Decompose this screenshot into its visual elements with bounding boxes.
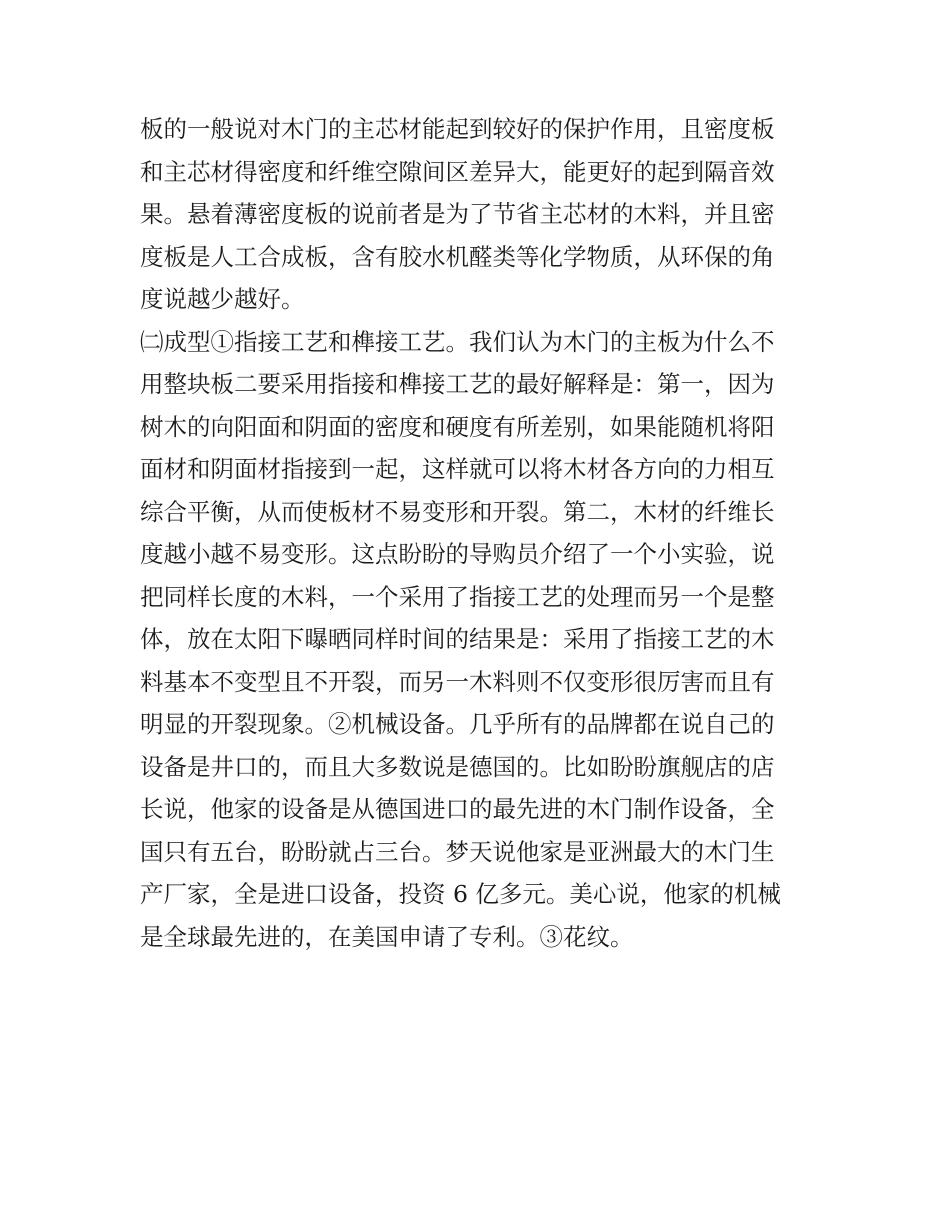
text-line: 度说越少越好。 (140, 285, 305, 313)
text-line: ㈡成型①指接工艺和榫接工艺。我们认为木门的主板为什么不 (140, 327, 775, 356)
text-line: 设备是井口的，而且大多数说是德国的。比如盼盼旗舰店的店 (140, 752, 775, 781)
text-line: 产厂家，全是进口设备，投资 6 亿多元。美心说，他家的机械 (140, 880, 781, 908)
text-line: 度板是人工合成板，含有胶水机醛类等化学物质，从环保的角 (140, 242, 775, 271)
text-line: 料基本不变型且不开裂，而另一木料则不仅变形很厉害而且有 (140, 667, 775, 696)
text-line: 是全球最先进的，在美国申请了专利。③花纹。 (140, 922, 634, 951)
body-text (140, 108, 820, 958)
text-line: 把同样长度的木料，一个采用了指接工艺的处理而另一个是整 (140, 582, 775, 611)
text-line: 面材和阴面材指接到一起，这样就可以将木材各方向的力相互 (140, 455, 775, 483)
text-line: 综合平衡，从而使板材不易变形和开裂。第二，木材的纤维长 (140, 497, 775, 526)
text-line: 明显的开裂现象。②机械设备。几乎所有的品牌都在说自己的 (140, 710, 775, 738)
text-line: 用整块板二要采用指接和榫接工艺的最好解释是：第一，因为 (140, 370, 775, 398)
text-line: 度越小越不易变形。这点盼盼的导购员介绍了一个小实验，说 (140, 540, 775, 568)
text-line: 板的一般说对木门的主芯材能起到较好的保护作用，且密度板 (140, 115, 775, 143)
text-line: 长说，他家的设备是从德国进口的最先进的木门制作设备，全 (140, 795, 775, 823)
text-line: 和主芯材得密度和纤维空隙间区差异大，能更好的起到隔音效 (140, 157, 775, 186)
text-line: 体，放在太阳下曝晒同样时间的结果是：采用了指接工艺的木 (140, 625, 775, 653)
text-line: 树木的向阳面和阴面的密度和硬度有所差别，如果能随机将阳 (140, 412, 775, 441)
text-line: 国只有五台，盼盼就占三台。梦天说他家是亚洲最大的木门生 (140, 837, 775, 866)
text-line: 果。悬着薄密度板的说前者是为了节省主芯材的木料，并且密 (140, 200, 775, 228)
